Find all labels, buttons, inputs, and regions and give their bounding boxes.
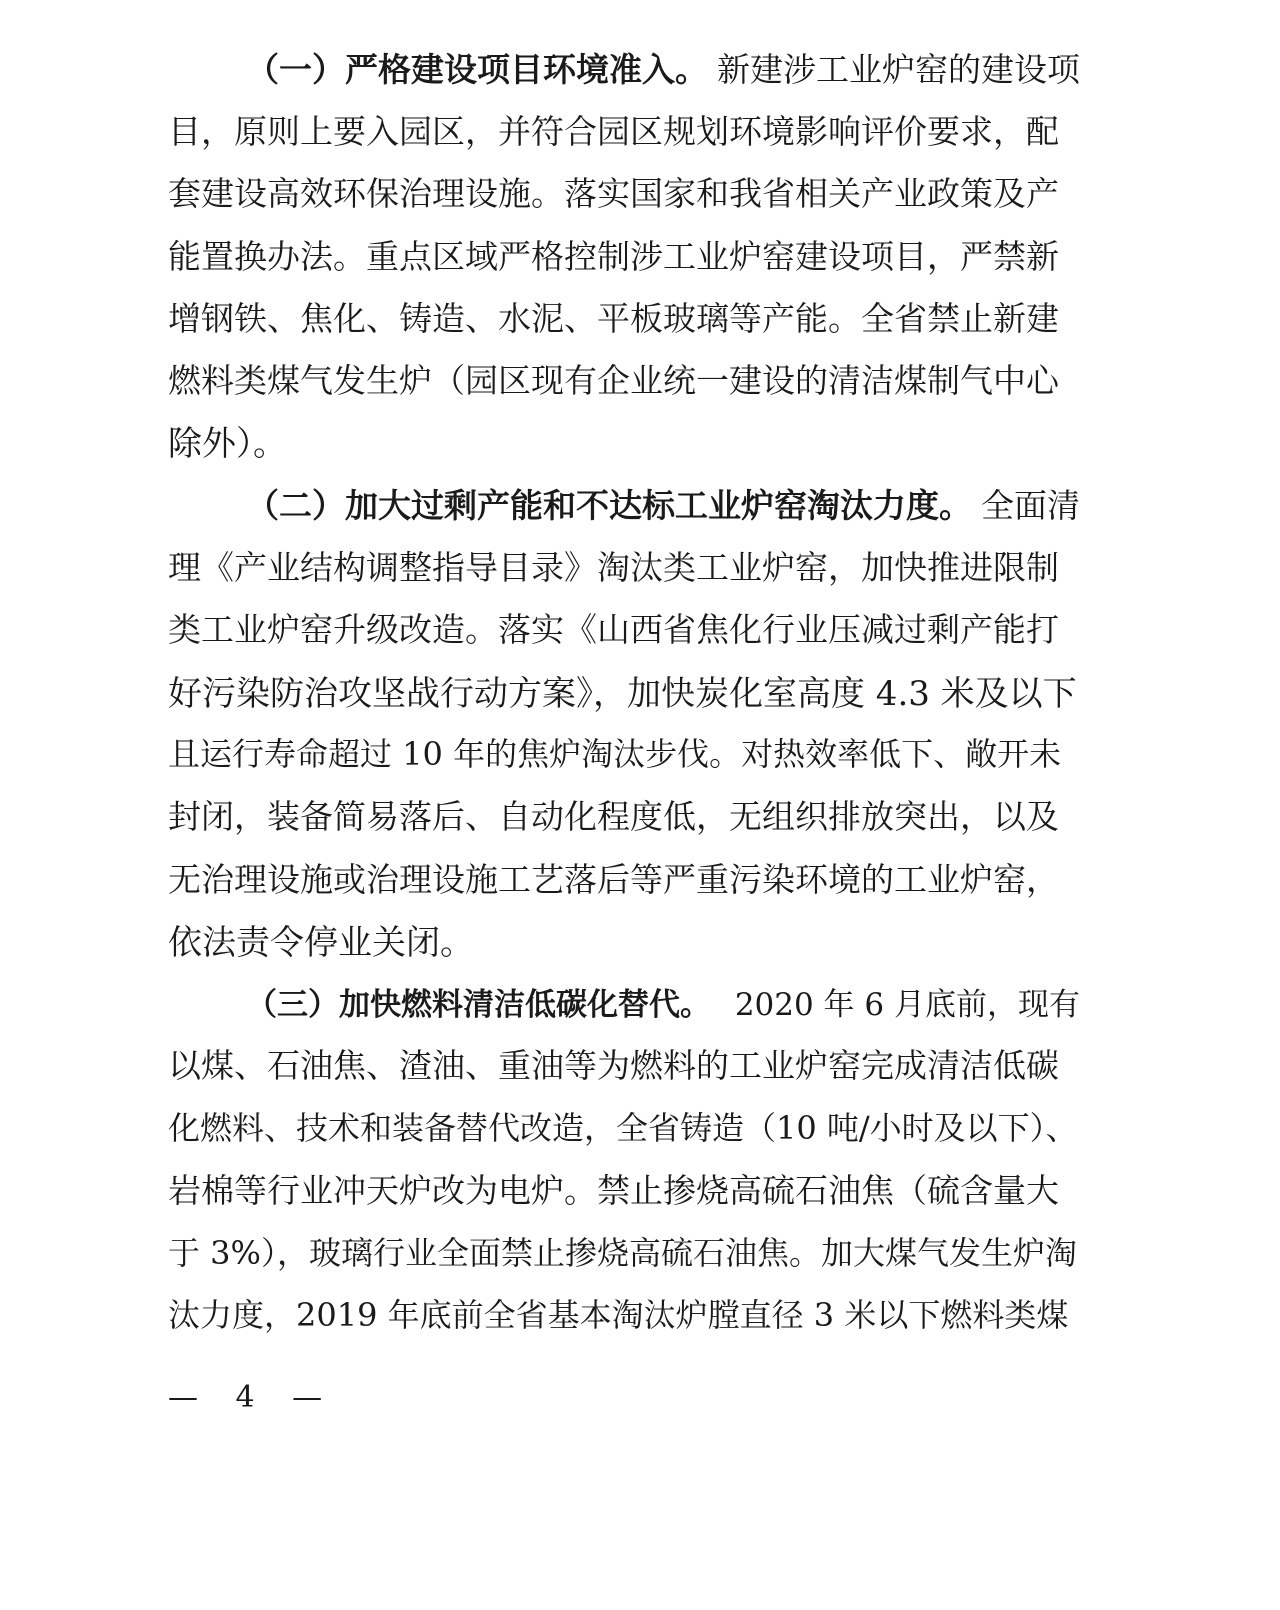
paragraph-3-line-1	[168, 970, 1080, 1032]
text-run: 目，原则上要入园区，并符合园区规划环境影响评价要求，配	[168, 111, 1059, 151]
text-run: 好污染防治攻坚战行动方案》，加快炭化室高度 4.3 米及以下	[168, 673, 1077, 714]
text-line	[168, 908, 1080, 970]
text-run: 以煤、石油焦、渣油、重油等为燃料的工业炉窑完成清洁低碳	[168, 1046, 1059, 1086]
text-line	[168, 534, 1080, 596]
text-line	[168, 410, 1080, 472]
text-run: 汰力度，2019 年底前全省基本淘汰炉膛直径 3 米以下燃料类煤	[168, 1296, 1069, 1335]
page-number: — 4 —	[168, 1380, 337, 1415]
text-line	[168, 784, 1080, 846]
text-run: 类工业炉窑升级改造。落实《山西省焦化行业压减过剩产能打	[168, 610, 1059, 650]
text-run: 封闭，装备简易落后、自动化程度低，无组织排放突出，以及	[168, 797, 1059, 837]
text-run: 除外）。	[168, 424, 287, 465]
paragraph-1-line-1	[168, 36, 1080, 98]
document-body	[168, 36, 1080, 1344]
text-run: 依法责令停业关闭。	[168, 922, 474, 963]
text-run: 燃料类煤气发生炉（园区现有企业统一建设的清洁煤制气中心	[168, 361, 1059, 401]
text-run: 无治理设施或治理设施工艺落后等严重污染环境的工业炉窑，	[168, 859, 1059, 899]
text-line	[168, 1220, 1080, 1282]
text-line	[168, 285, 1080, 347]
text-run: 能置换办法。重点区域严格控制涉工业炉窑建设项目，严禁新	[168, 236, 1059, 276]
section-heading-2: （二）加大过剩产能和不达标工业炉窑淘汰力度。	[246, 485, 972, 525]
text-line	[168, 223, 1080, 285]
text-line	[168, 659, 1080, 721]
paragraph-2-line-1	[168, 472, 1080, 534]
text-line	[168, 1033, 1080, 1095]
text-line	[168, 846, 1080, 908]
text-run: 岩棉等行业冲天炉改为电炉。禁止掺烧高硫石油焦（硫含量大	[168, 1170, 1059, 1210]
text-line	[168, 721, 1080, 783]
text-line	[168, 347, 1080, 409]
text-run: 全面清	[981, 485, 1080, 525]
text-run: 化燃料、技术和装备替代改造，全省铸造（10 吨/小时及以下）、	[168, 1109, 1078, 1148]
text-line	[168, 597, 1080, 659]
text-run: 套建设高效环保治理设施。落实国家和我省相关产业政策及产	[168, 174, 1059, 214]
section-heading-1: （一）严格建设项目环境准入。	[246, 49, 708, 89]
section-heading-3: （三）加快燃料清洁低碳化替代。	[246, 987, 711, 1024]
text-run: 且运行寿命超过 10 年的焦炉淘汰步伐。对热效率低下、敞开未	[168, 735, 1062, 774]
text-run: 理《产业结构调整指导目录》淘汰类工业炉窑，加快推进限制	[168, 548, 1059, 588]
text-line	[168, 1157, 1080, 1219]
text-line	[168, 98, 1080, 160]
text-line	[168, 1282, 1080, 1344]
text-line	[168, 1095, 1080, 1157]
text-run: 增钢铁、焦化、铸造、水泥、平板玻璃等产能。全省禁止新建	[168, 298, 1059, 338]
text-line	[168, 161, 1080, 223]
text-run: 新建涉工业炉窑的建设项	[717, 49, 1080, 89]
text-run: 于 3%），玻璃行业全面禁止掺烧高硫石油焦。加大煤气发生炉淘	[168, 1233, 1077, 1272]
text-run: 2020 年 6 月底前，现有	[734, 987, 1080, 1024]
